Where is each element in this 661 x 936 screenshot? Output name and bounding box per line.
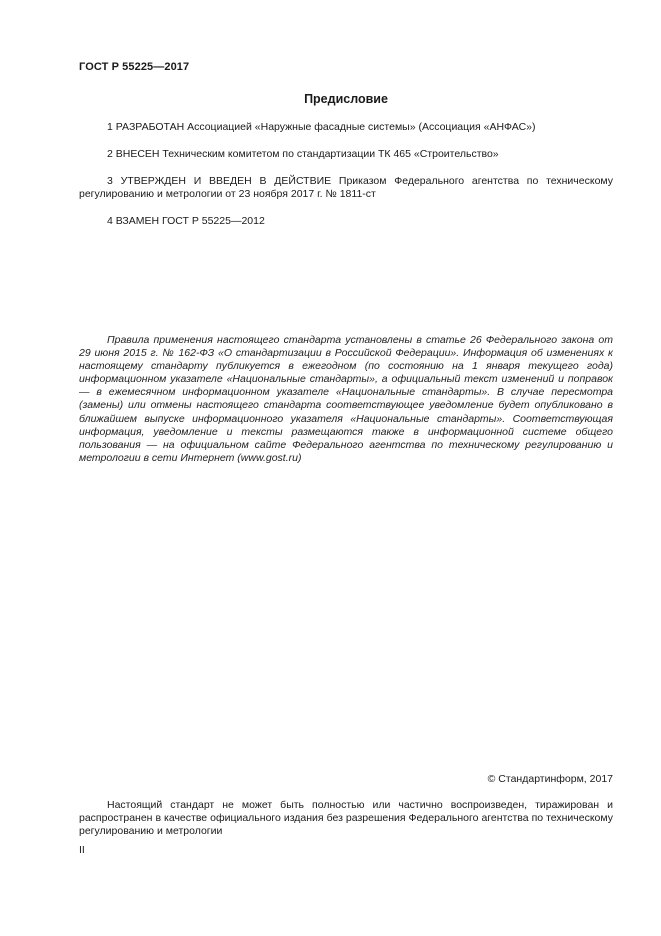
reproduction-restriction-note: Настоящий стандарт не может быть полностью или частично воспроизведен, тиражирован и распространен в качестве официального издания без разрешения Федерального агентства по техническому регулированию и метрологии (79, 799, 613, 837)
foreword-item-replaces: 4 ВЗАМЕН ГОСТ Р 55225—2012 (107, 215, 265, 227)
foreword-item-developed: 1 РАЗРАБОТАН Ассоциацией «Наружные фасадные системы» (Ассоциация «АНФАС») (107, 121, 536, 133)
foreword-item-introduced: 2 ВНЕСЕН Техническим комитетом по стандартизации ТК 465 «Строительство» (107, 148, 499, 160)
application-rules-notice: Правила применения настоящего стандарта установлены в статье 26 Федерального закона от 29 июня 2015 г. № 162-ФЗ «О стандартизации в Российской Федерации». Информация об изменениях к настоящему стандарту публикуется в ежегодном (по состоянию на 1 января текущего года) информационном указателе «Национальные стандарты», а официальный текст изменений и поправок — в ежемесячном информационном указателе «Национальные стандарты». В случае пересмотра (замены) или отмены настоящего стандарта соответствующее уведомление будет опубликовано в ближайшем выпуске информационного указателя «Национальные стандарты». Соответствующая информация, уведомление и тексты размещаются также в информационной системе общего пользования — на официальном сайте Федерального агентства по техническому регулированию и метрологии в сети Интернет (www.gost.ru) (79, 334, 613, 464)
foreword-item-approved: 3 УТВЕРЖДЕН И ВВЕДЕН В ДЕЙСТВИЕ Приказом Федерального агентства по техническому регулированию и метрологии от 23 ноября 2017 г. № 1811-ст (79, 175, 613, 200)
standard-code-header: ГОСТ Р 55225—2017 (79, 61, 190, 73)
foreword-title: Предисловие (304, 92, 388, 106)
page-number: II (79, 844, 85, 856)
copyright-line: © Стандартинформ, 2017 (487, 773, 613, 785)
